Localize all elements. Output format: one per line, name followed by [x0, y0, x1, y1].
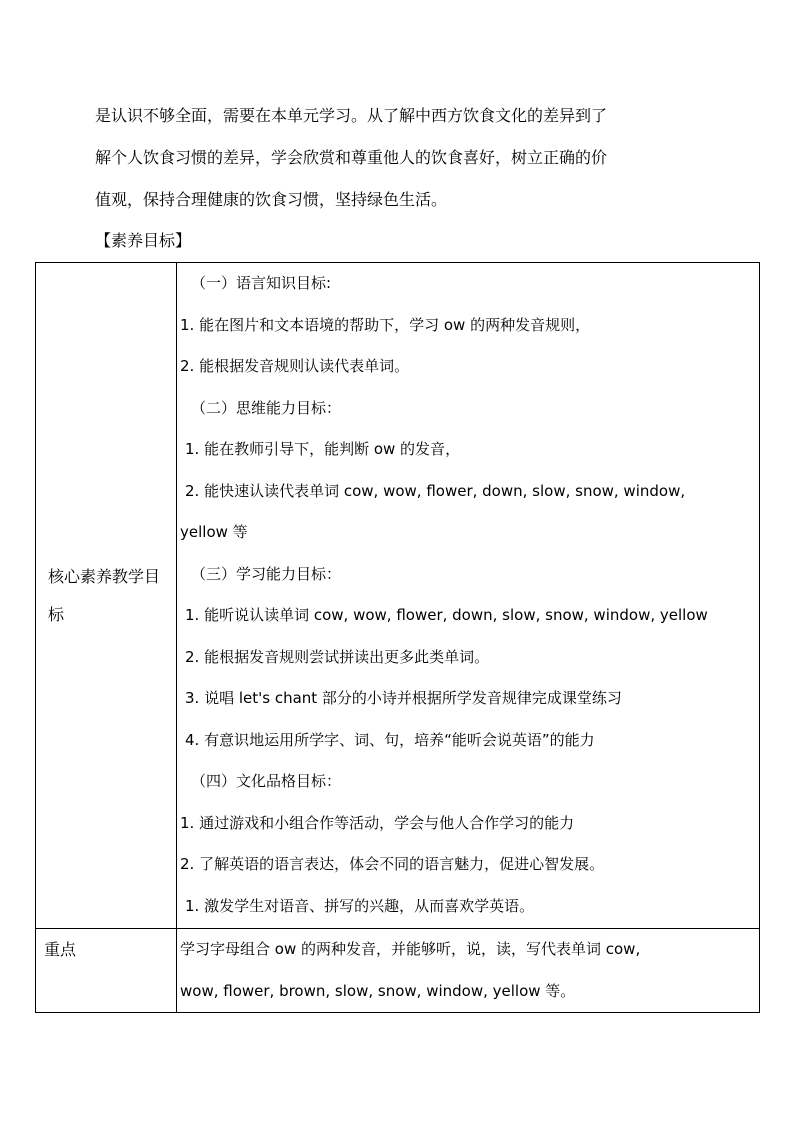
- goal-line-15: 2. 了解英语的语言表达，体会不同的语言魅力，促进心智发展。: [180, 855, 605, 873]
- core-goals-label: 核心素养教学目标: [48, 566, 161, 624]
- key-points-row: [36, 929, 760, 1013]
- intro-line-3: 值观，保持合理健康的饮食习惯，坚持绿色生活。: [95, 190, 448, 209]
- core-goals-content: [177, 263, 760, 929]
- goal-line-4: （二）思维能力目标：: [191, 398, 342, 417]
- goal-line-8: （三）学习能力目标：: [191, 564, 342, 583]
- goals-table: [35, 262, 760, 1013]
- key-line-1: 学习字母组合 ow 的两种发音，并能够听，说，读，写代表单词 cow,: [180, 940, 641, 958]
- goal-line-13: （四）文化品格目标：: [191, 772, 342, 790]
- core-goals-label-cell: [36, 263, 177, 929]
- key-points-label: 重点: [44, 940, 77, 959]
- core-goals-row: [36, 263, 760, 929]
- goal-line-14: 1. 通过游戏和小组合作等活动，学会与他人合作学习的能力: [180, 813, 575, 832]
- key-points-content: [177, 929, 760, 1013]
- key-points-label-cell: [36, 929, 177, 1013]
- goal-line-5: 1. 能在教师引导下，能判断 ow 的发音，: [185, 440, 461, 458]
- intro-paragraph: [95, 95, 735, 221]
- goal-line-16: 1. 激发学生对语音、拼写的兴趣，从而喜欢学英语。: [185, 896, 535, 915]
- intro-line-2: 解个人饮食习惯的差异，学会欣赏和尊重他人的饮食喜好，树立正确的价: [95, 148, 608, 167]
- goal-line-1: （一）语言知识目标:: [191, 274, 332, 292]
- goal-line-9: 1. 能听说认读单词 cow, wow, flower, down, slow, snow, window, yellow: [185, 606, 708, 624]
- goal-line-6: 2. 能快速认读代表单词 cow, wow, flower, down, slow, snow, window,: [185, 481, 686, 500]
- section-heading: 【素养目标】: [95, 231, 192, 250]
- goal-line-3: 2. 能根据发音规则认读代表单词。: [180, 357, 410, 375]
- goal-line-10: 2. 能根据发音规则尝试拼读出更多此类单词。: [185, 647, 490, 666]
- goal-line-7: yellow 等: [180, 523, 248, 541]
- intro-line-1: 是认识不够全面，需要在本单元学习。从了解中西方饮食文化的差异到了: [95, 106, 608, 125]
- key-line-2: wow, flower, brown, slow, snow, window, yellow 等。: [180, 981, 576, 1000]
- goal-line-12: 4. 有意识地运用所学字、词、句，培养“能听会说英语”的能力: [185, 730, 595, 749]
- goal-line-11: 3. 说唱 let's chant 部分的小诗并根据所学发音规律完成课堂练习: [185, 689, 622, 707]
- goal-line-2: 1. 能在图片和文本语境的帮助下，学习 ow 的两种发音规则，: [180, 315, 591, 334]
